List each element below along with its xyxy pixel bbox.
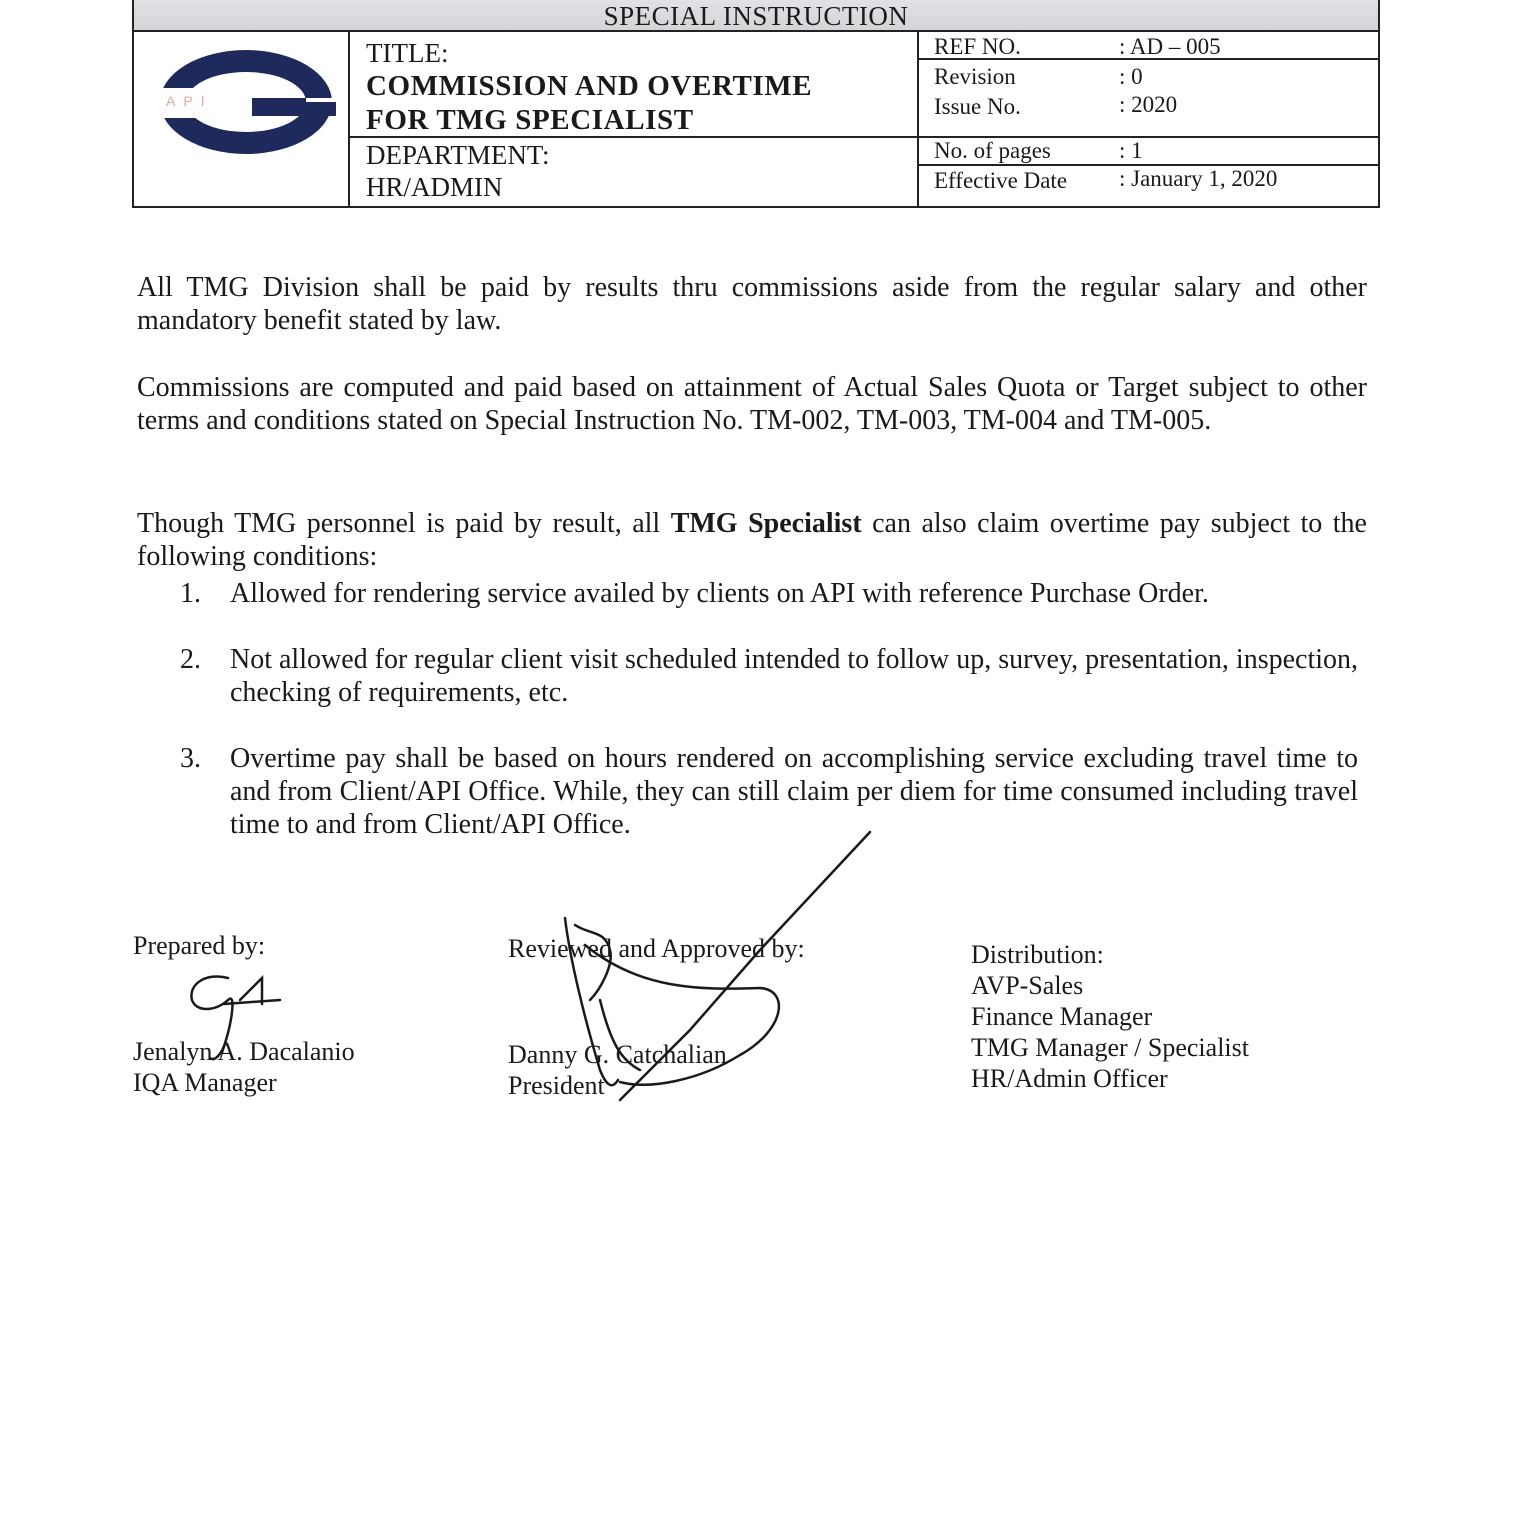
reviewed-by-block <box>508 933 805 1101</box>
effective-date-label: Effective Date <box>934 168 1068 193</box>
pages-label: No. of pages <box>934 138 1051 163</box>
ref-no-value: : AD – 005 <box>1119 34 1221 59</box>
distribution-item: AVP-Sales <box>971 971 1084 1000</box>
title-label: TITLE: <box>366 38 449 68</box>
svg-text:API: API <box>166 93 213 109</box>
overtime-intro-text-end: can also claim overtime pay subject to the following conditions: <box>137 508 1367 572</box>
list-item-text: Allowed for rendering service availed by clients on API with reference Purchase Order. <box>230 578 1209 609</box>
department-label: DEPARTMENT: <box>366 140 550 170</box>
distribution-item: TMG Manager / Specialist <box>971 1033 1249 1062</box>
pages-value: : 1 <box>1119 138 1143 163</box>
reviewed-by-label: Reviewed and Approved by: <box>508 934 805 963</box>
document-title-line2: FOR TMG SPECIALIST <box>366 104 694 136</box>
distribution-label: Distribution: <box>971 940 1104 969</box>
reviewed-by-title: President <box>508 1071 605 1100</box>
list-item-number: 3. <box>180 743 201 774</box>
effective-date-value: : January 1, 2020 <box>1119 166 1278 191</box>
list-item-number: 2. <box>180 644 201 675</box>
list-item-number: 1. <box>180 578 201 609</box>
revision-value: : 0 <box>1119 64 1143 89</box>
paragraph-overtime-intro <box>137 507 1367 573</box>
header-table <box>132 30 1380 208</box>
table-divider <box>348 32 350 206</box>
ref-no-label: REF NO. <box>934 34 1021 59</box>
prepared-by-name: Jenalyn A. Dacalanio <box>133 1037 355 1066</box>
reviewed-by-name: Danny G. Catchalian <box>508 1040 727 1069</box>
document-title: COMMISSION AND OVERTIME <box>366 70 813 102</box>
prepared-by-block <box>133 930 355 1098</box>
distribution-item: Finance Manager <box>971 1002 1153 1031</box>
list-item-text: Not allowed for regular client visit scheduled intended to follow up, survey, presentation, inspection, checking of requirements, etc. <box>230 644 1359 708</box>
issue-no-value: : 2020 <box>1119 92 1178 117</box>
header-banner: SPECIAL INSTRUCTION <box>132 0 1380 32</box>
company-logo <box>156 46 336 158</box>
distribution-block <box>971 939 1249 1094</box>
revision-label: Revision <box>934 64 1016 89</box>
paragraph-commission-computation: Commissions are computed and paid based on attainment of Actual Sales Quota or Target subject to other terms and conditions stated on Special Instruction No. TM-002, TM-003, TM-004 and TM-005. <box>137 372 1367 436</box>
department-value: HR/ADMIN <box>366 172 503 202</box>
overtime-intro-bold: TMG Specialist <box>670 508 862 539</box>
overtime-intro-text: Though TMG personnel is paid by result, all <box>137 508 671 539</box>
paragraph-commission-policy: All TMG Division shall be paid by results thru commissions aside from the regular salary and other mandatory benefit stated by law. <box>137 272 1367 336</box>
list-item-text: Overtime pay shall be based on hours rendered on accomplishing service excluding travel time to and from Client/API Office. While, they can still claim per diem for time consumed including travel time to and from Client/API Office. <box>230 743 1358 840</box>
distribution-item: HR/Admin Officer <box>971 1064 1168 1093</box>
issue-no-label: Issue No. <box>934 94 1021 119</box>
document-header <box>132 0 1378 206</box>
prepared-by-label: Prepared by: <box>133 931 266 960</box>
prepared-by-title: IQA Manager <box>133 1068 277 1097</box>
